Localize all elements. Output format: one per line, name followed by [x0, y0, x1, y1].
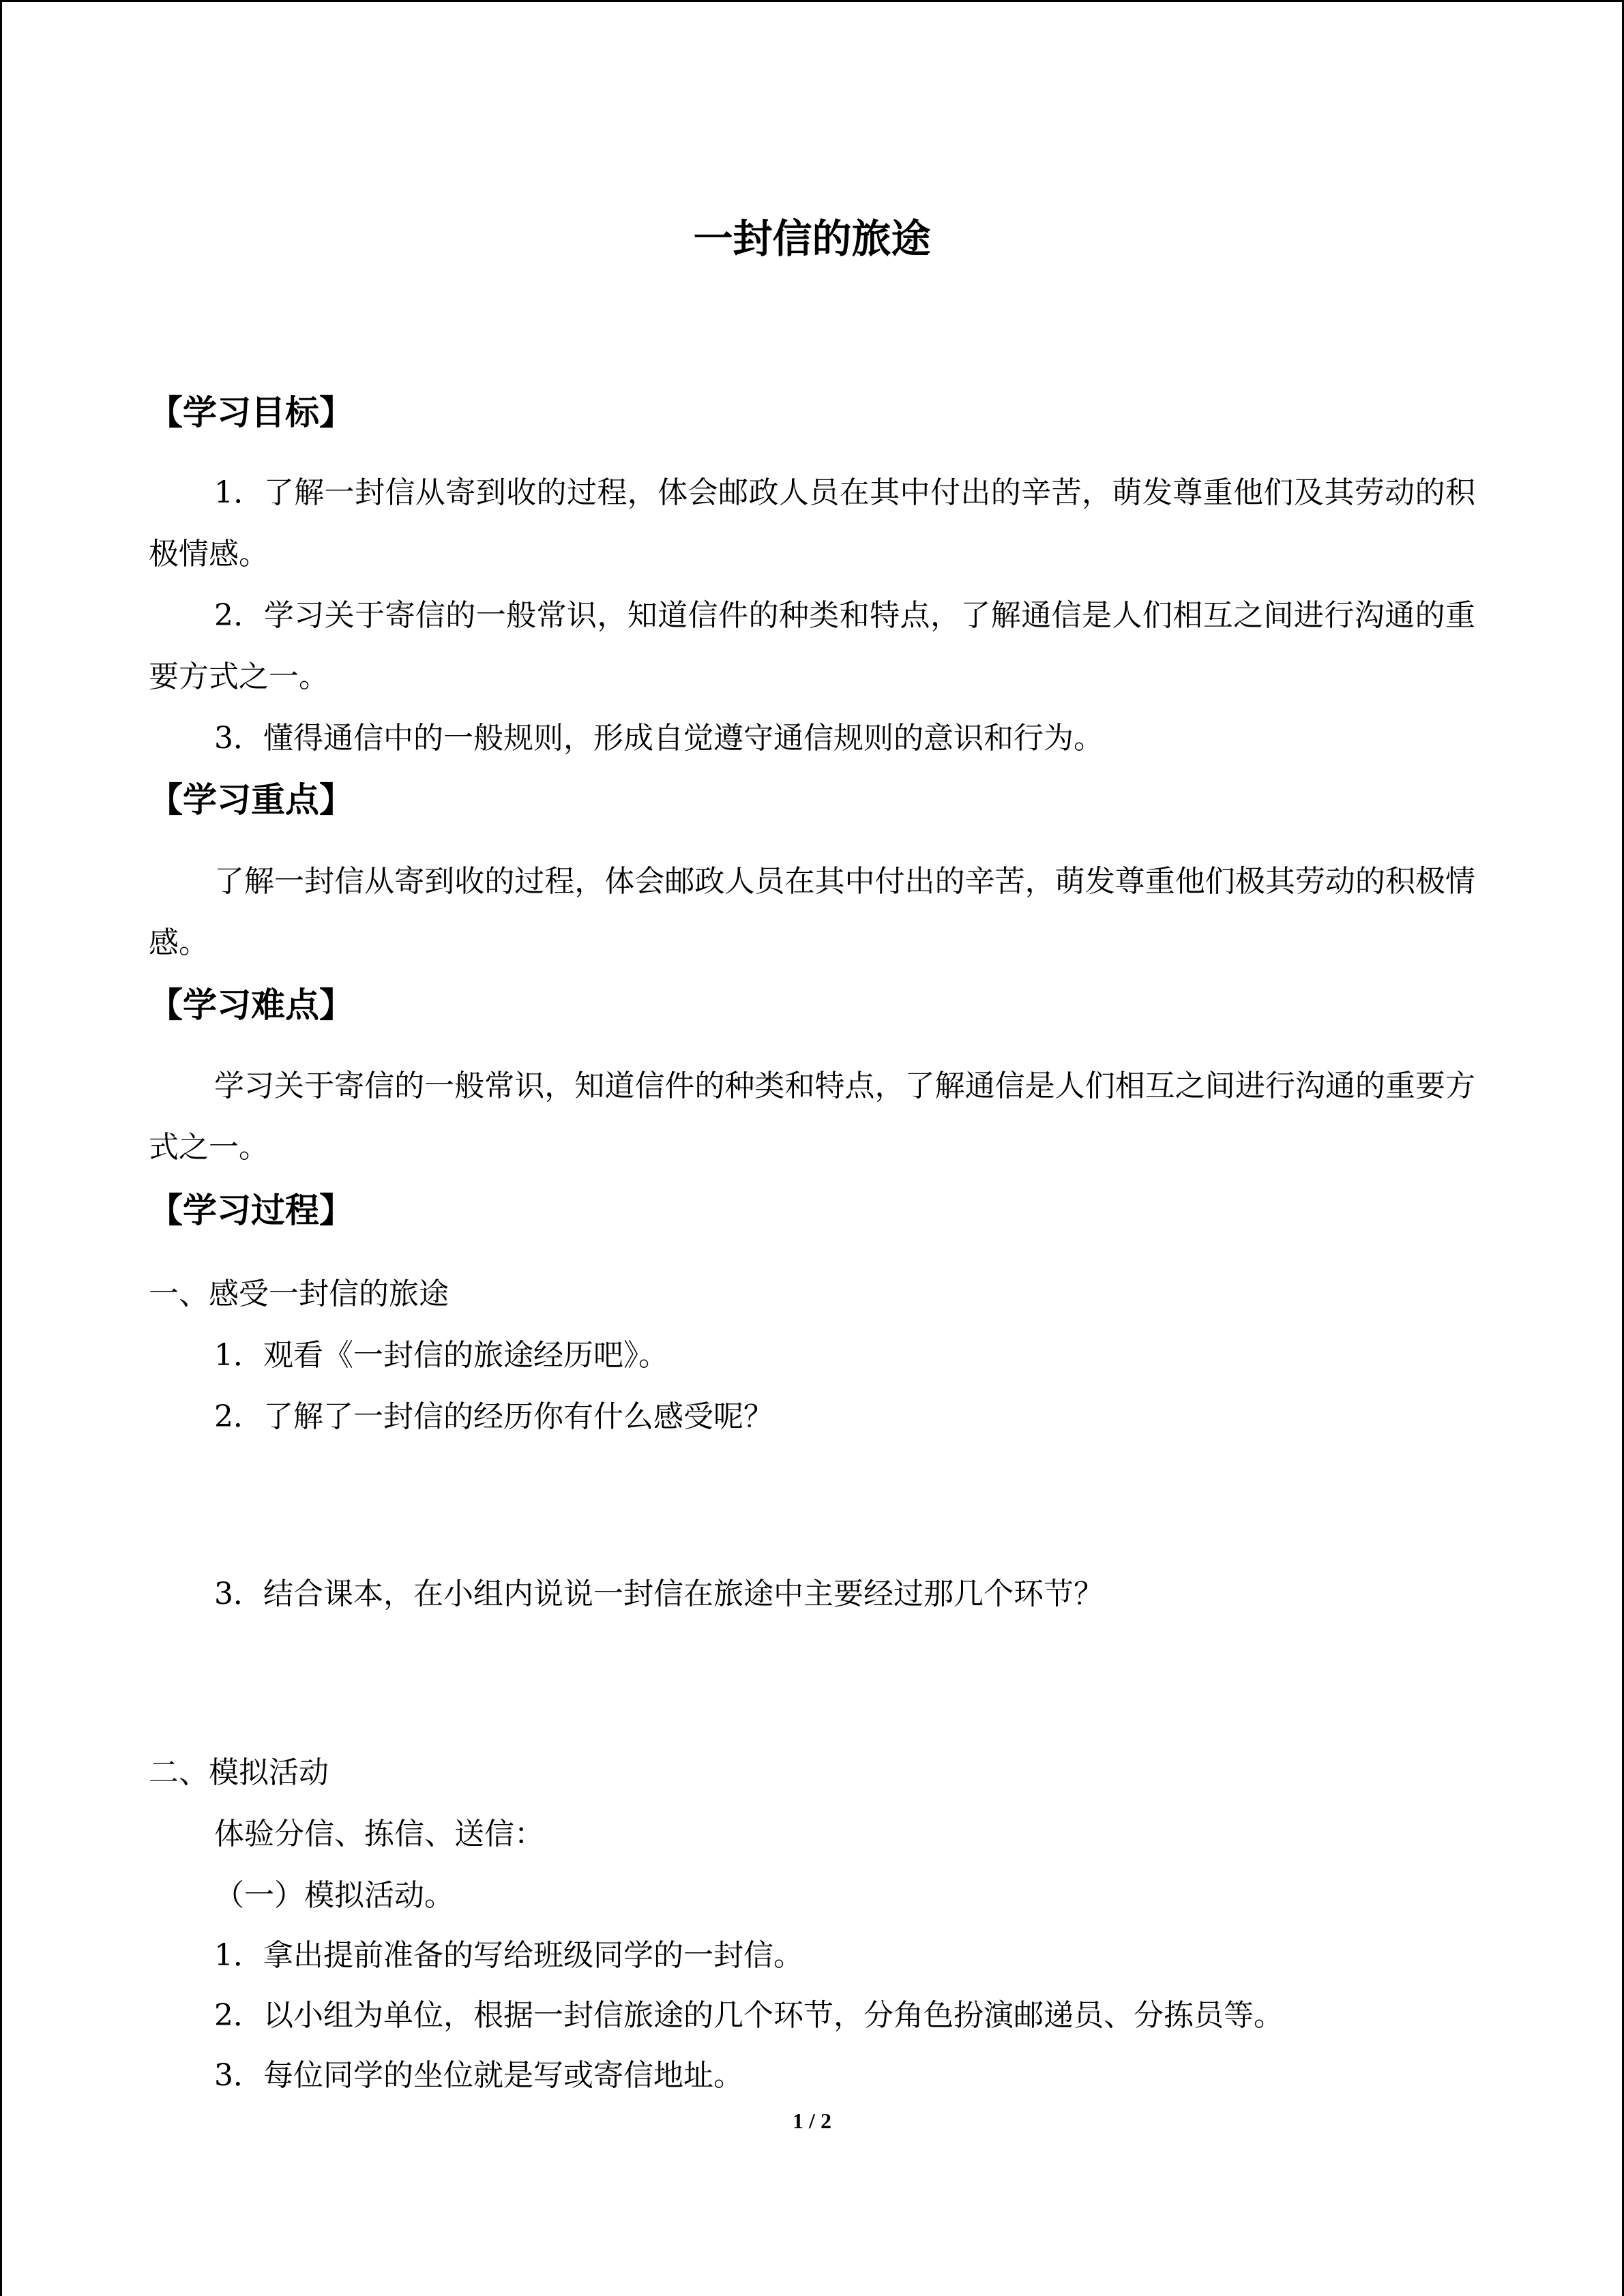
key-points-heading: 【学习重点】 — [149, 780, 353, 820]
page-number: 1 / 2 — [793, 2108, 831, 2133]
process-part1-item-2: 2．了解了一封信的经历你有什么感受呢？ — [214, 1399, 773, 1434]
process-part1-item-1: 1．观看《一封信的旅途经历吧》。 — [214, 1338, 668, 1373]
process-part2-item-1: 1．拿出提前准备的写给班级同学的一封信。 — [214, 1938, 803, 1973]
difficulties-heading: 【学习难点】 — [149, 985, 353, 1025]
page-border-top — [0, 0, 1624, 2]
key-points-text: 了解一封信从寄到收的过程，体会邮政人员在其中付出的辛苦，萌发尊重他们极其劳动的积极情感。 — [149, 864, 1475, 960]
process-part2-title: 二、模拟活动 — [149, 1755, 329, 1790]
objectives-heading: 【学习目标】 — [149, 393, 353, 432]
process-part1-title: 一、感受一封信的旅途 — [149, 1277, 449, 1311]
process-part2-item-2: 2．以小组为单位，根据一封信旅途的几个环节，分角色扮演邮递员、分拣员等。 — [214, 1998, 1284, 2033]
objective-item-2: 2．学习关于寄信的一般常识，知道信件的种类和特点，了解通信是人们相互之间进行沟通的重要方式之一。 — [149, 598, 1475, 694]
process-part1-item-3: 3．结合课本，在小组内说说一封信在旅途中主要经过那几个环节？ — [214, 1577, 1104, 1611]
objective-item-1: 1．了解一封信从寄到收的过程，体会邮政人员在其中付出的辛苦，萌发尊重他们及其劳动的积极情感。 — [149, 475, 1475, 571]
objective-item-3: 3．懂得通信中的一般规则，形成自觉遵守通信规则的意识和行为。 — [214, 721, 1104, 756]
process-part2-item-3: 3．每位同学的坐位就是写或寄信地址。 — [214, 2058, 743, 2093]
page-title: 一封信的旅途 — [693, 215, 931, 262]
process-part2-intro: 体验分信、拣信、送信： — [214, 1817, 544, 1851]
process-part2-subtitle: （一）模拟活动。 — [214, 1878, 454, 1913]
difficulties-text: 学习关于寄信的一般常识，知道信件的种类和特点，了解通信是人们相互之间进行沟通的重要方式之一。 — [149, 1069, 1475, 1165]
process-heading: 【学习过程】 — [149, 1191, 353, 1230]
page-border-left — [0, 0, 2, 2296]
